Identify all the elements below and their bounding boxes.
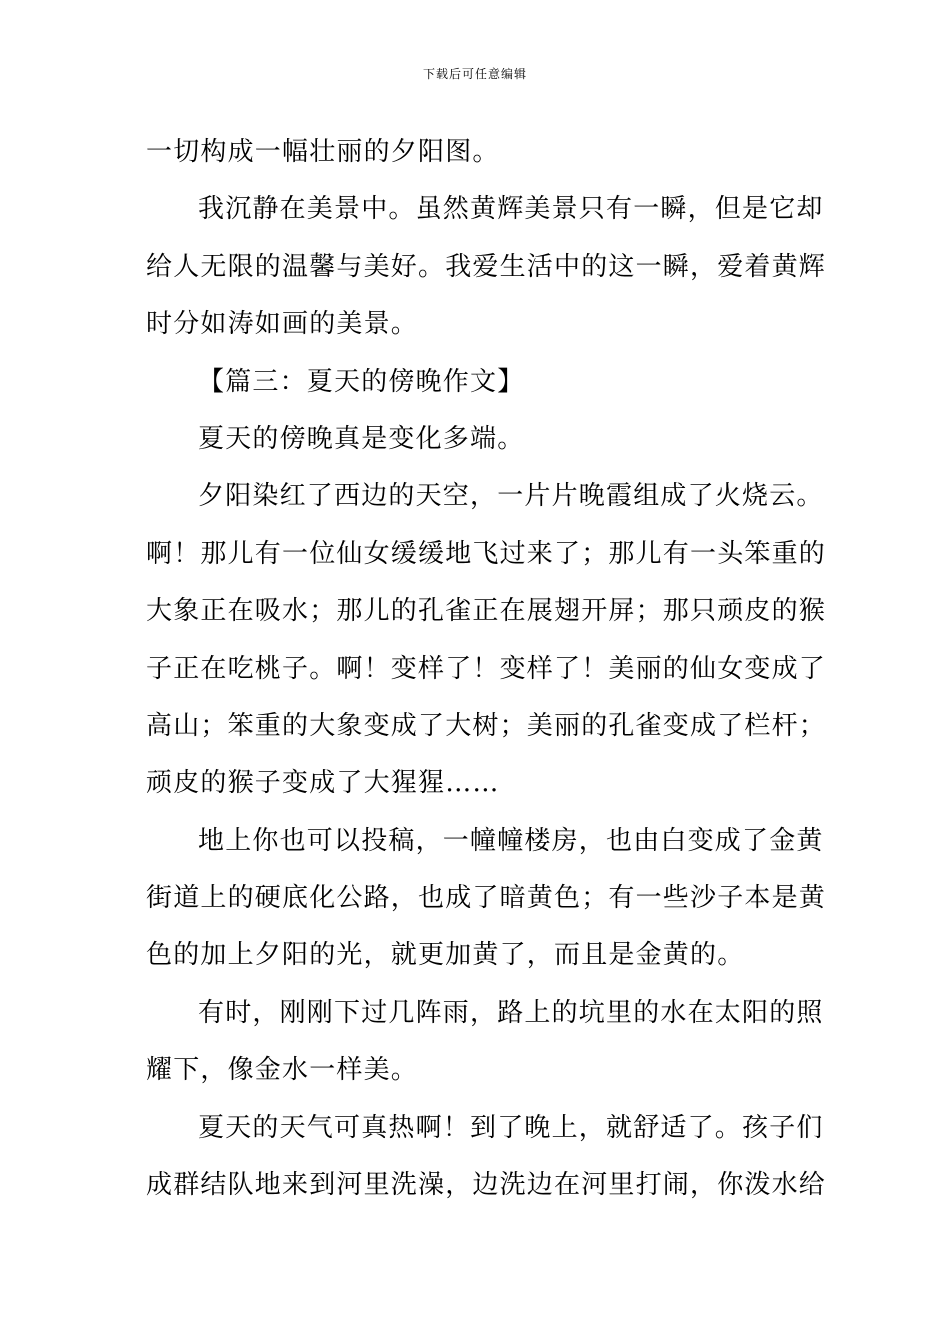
- text-line: 顽皮的猴子变成了大猩猩……: [146, 768, 500, 799]
- text-line: 高山；笨重的大象变成了大树；美丽的孔雀变成了栏杆；: [146, 710, 826, 741]
- text-line: 地上你也可以投稿，一幢幢楼房，也由白变成了金黄: [198, 825, 824, 856]
- text-line: 街道上的硬底化公路，也成了暗黄色；有一些沙子本是黄: [146, 883, 826, 914]
- text-line: 夏天的天气可真热啊！到了晚上，就舒适了。孩子们: [198, 1112, 824, 1143]
- page-header: 下载后可任意编辑: [422, 67, 527, 81]
- text-line: 大象正在吸水；那儿的孔雀正在展翅开屏；那只顽皮的猴: [146, 596, 826, 627]
- text-line: 我沉静在美景中。虽然黄辉美景只有一瞬，但是它却: [198, 194, 824, 225]
- text-line: 色的加上夕阳的光，就更加黄了，而且是金黄的。: [146, 940, 745, 971]
- text-line: 时分如涛如画的美景。: [146, 309, 419, 340]
- text-line: 一切构成一幅壮丽的夕阳图。: [146, 137, 500, 167]
- document-body: [146, 124, 826, 1214]
- section-heading: 【篇三：夏天的傍晚作文】: [198, 366, 525, 397]
- text-line: 耀下，像金水一样美。: [146, 1055, 419, 1086]
- text-line: 成群结队地来到河里洗澡，边洗边在河里打闹，你泼水给: [146, 1170, 826, 1201]
- text-line: 有时，刚刚下过几阵雨，路上的坑里的水在太阳的照: [198, 997, 824, 1028]
- text-line: 夏天的傍晚真是变化多端。: [198, 423, 525, 454]
- text-line: 夕阳染红了西边的天空，一片片晚霞组成了火烧云。: [198, 481, 824, 512]
- text-line: 子正在吃桃子。啊！变样了！变样了！美丽的仙女变成了: [146, 653, 826, 684]
- text-line: 啊！那儿有一位仙女缓缓地飞过来了；那儿有一头笨重的: [146, 538, 826, 569]
- text-line: 给人无限的温馨与美好。我爱生活中的这一瞬，爱着黄辉: [146, 251, 826, 282]
